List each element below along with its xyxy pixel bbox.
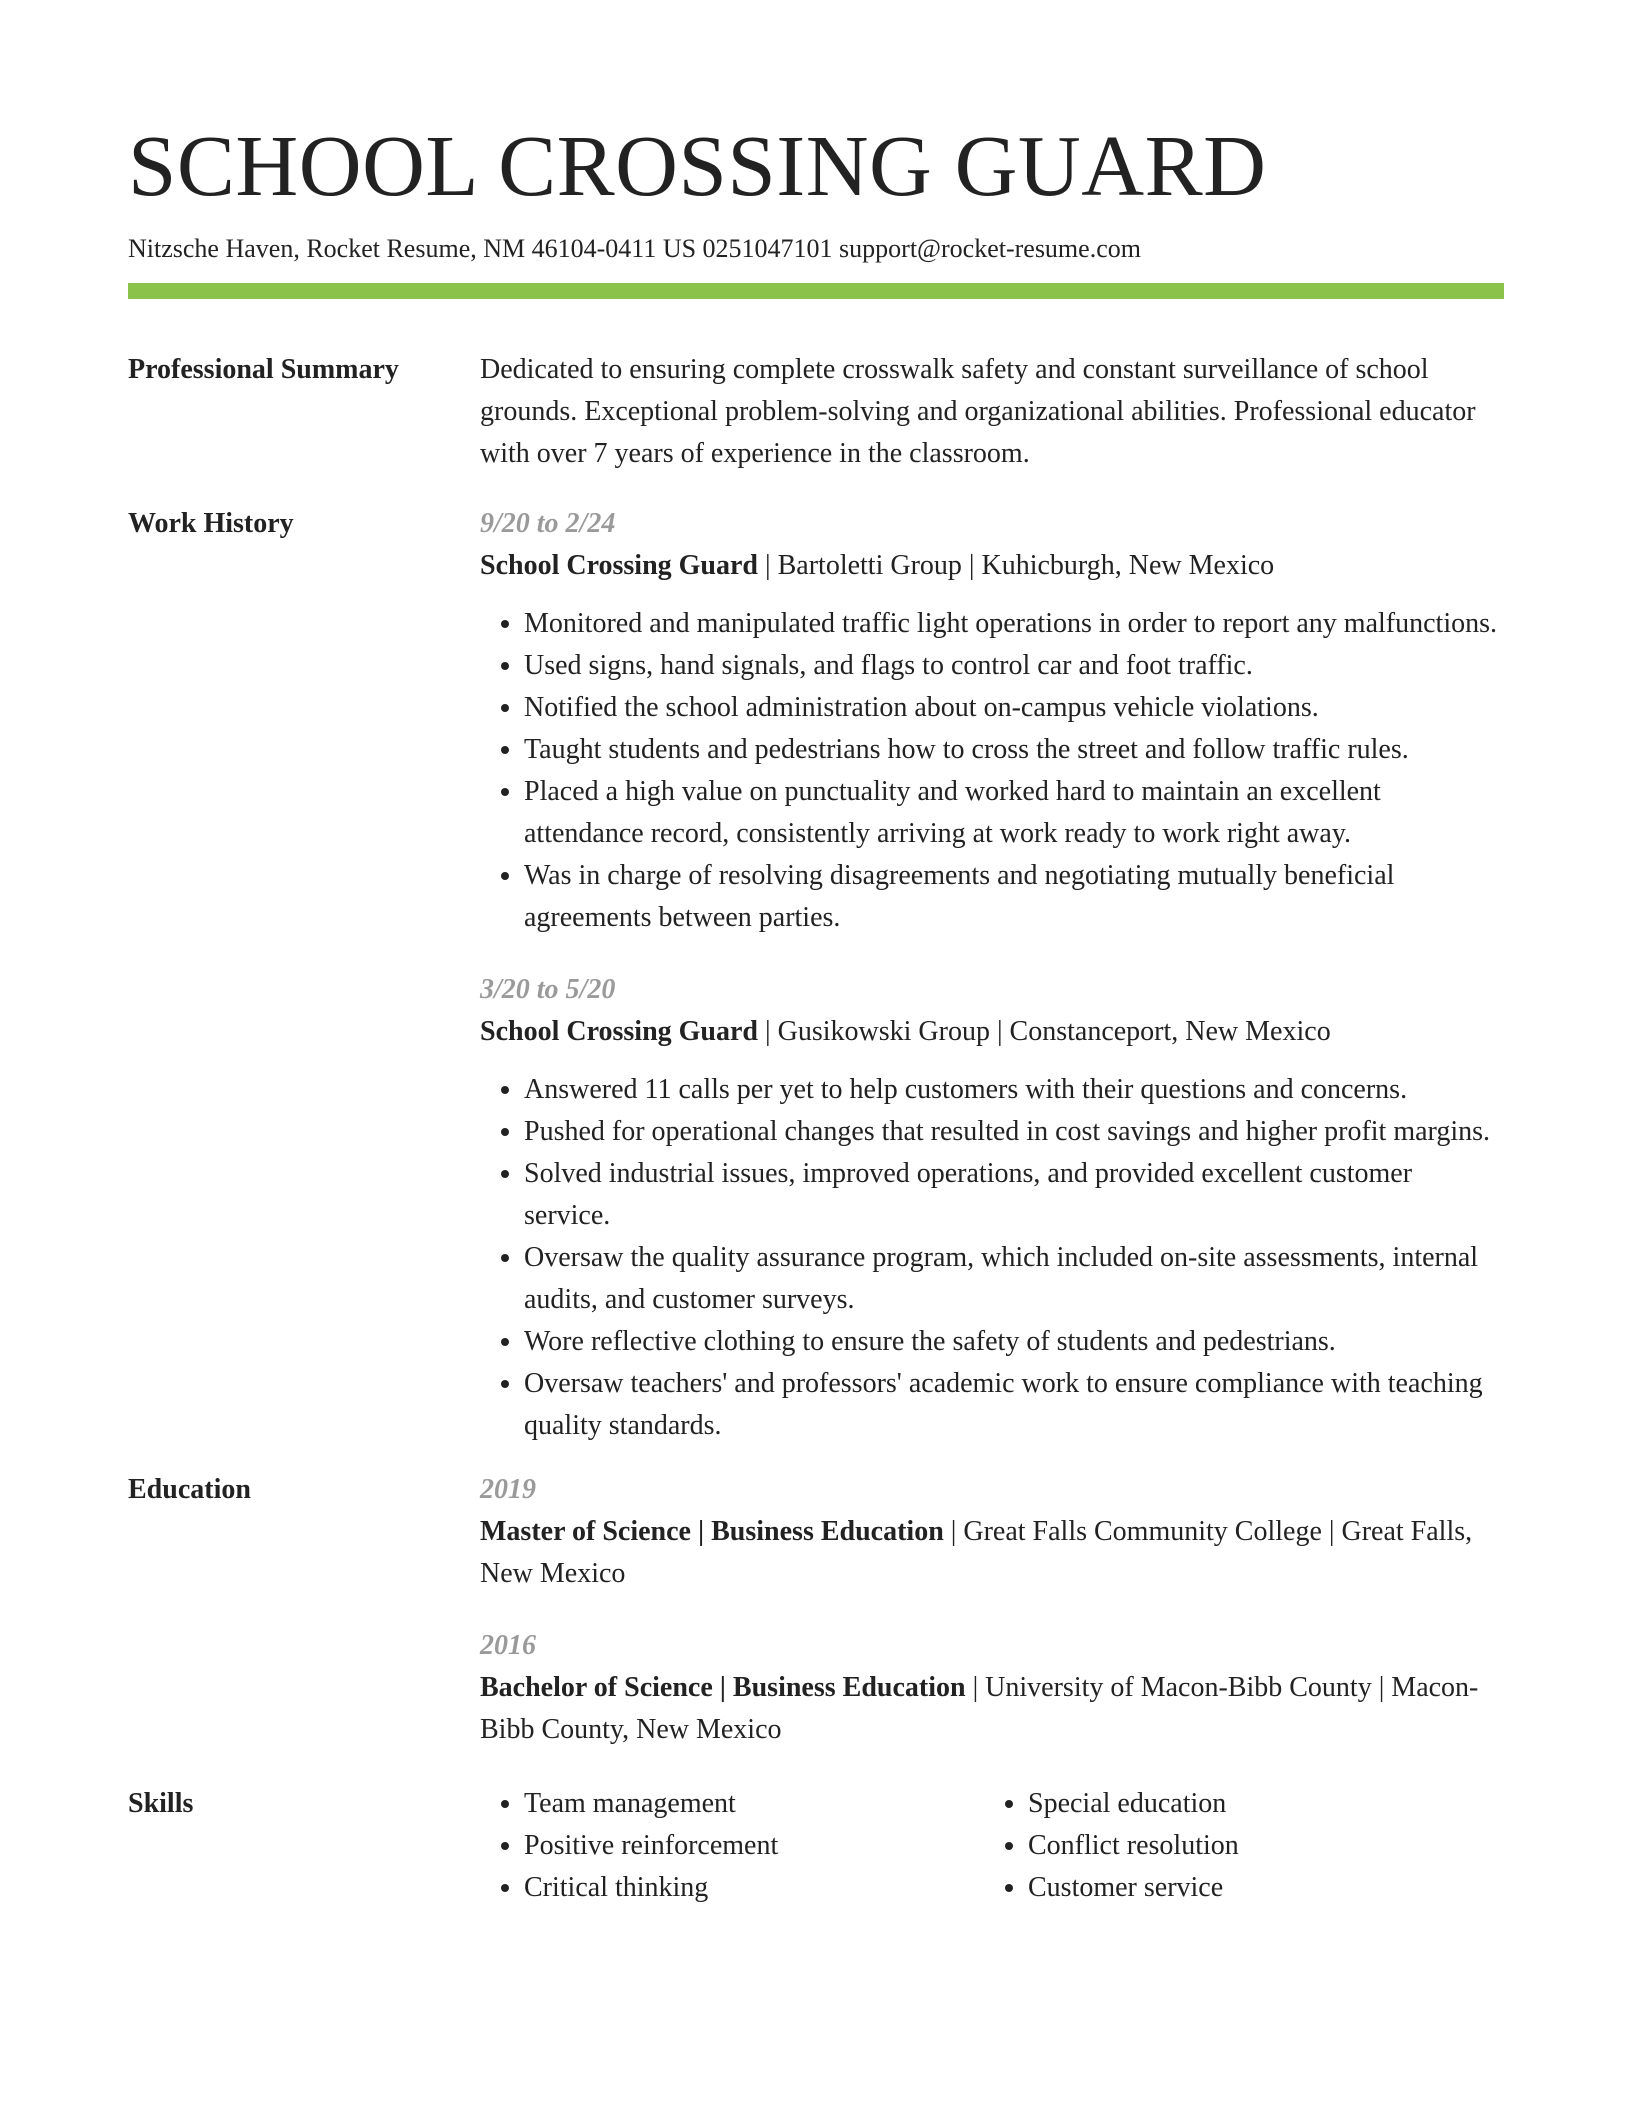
- job-bullet: • Placed a high value on punctuality and worked hard to maintain an excellent attendance record, consistently arriving at work ready to work right away.: [524, 771, 1504, 855]
- accent-divider: [128, 283, 1504, 299]
- job-dates: 3/20 to 5/20: [480, 974, 616, 1006]
- skills-body: [480, 1783, 1504, 1909]
- resume-title: SCHOOL CROSSING GUARD: [128, 117, 1267, 214]
- skills-column-left: [480, 1783, 984, 1909]
- job-details: | Bartoletti Group | Kuhicburgh, New Mexico: [758, 550, 1275, 582]
- job-role-line: [480, 1011, 1504, 1053]
- skill-item: • Customer service: [1028, 1867, 1488, 1909]
- job-bullet: • Oversaw teachers' and professors' academic work to ensure compliance with teaching quality standards.: [524, 1363, 1504, 1447]
- skill-item: • Positive reinforcement: [524, 1825, 984, 1867]
- job-bullet: • Taught students and pedestrians how to cross the street and follow traffic rules.: [524, 729, 1504, 771]
- skills-list: [480, 1783, 984, 1909]
- job-bullets: [480, 603, 1504, 939]
- job-bullet: • Solved industrial issues, improved operations, and provided excellent customer service.: [524, 1153, 1504, 1237]
- job-entry: [480, 969, 1504, 1447]
- job-bullet: • Pushed for operational changes that resulted in cost savings and higher profit margins.: [524, 1111, 1504, 1153]
- job-bullet: • Wore reflective clothing to ensure the safety of students and pedestrians.: [524, 1321, 1504, 1363]
- job-bullet: • Was in charge of resolving disagreements and negotiating mutually beneficial agreements between parties.: [524, 855, 1504, 939]
- education-entry: [480, 1625, 1504, 1751]
- job-bullet: • Answered 11 calls per yet to help customers with their questions and concerns.: [524, 1069, 1504, 1111]
- skill-item: • Team management: [524, 1783, 984, 1825]
- education-body: [480, 1469, 1504, 1751]
- job-entry: [480, 503, 1504, 939]
- skill-item: • Special education: [1028, 1783, 1488, 1825]
- education-degree: Master of Science | Business Education: [480, 1516, 944, 1548]
- summary-section: [128, 349, 1504, 475]
- work-history-label: Work History: [128, 508, 294, 540]
- job-details: | Gusikowski Group | Constanceport, New Mexico: [758, 1016, 1331, 1048]
- job-dates: 9/20 to 2/24: [480, 508, 616, 540]
- education-details: | Great Falls Community College | Great Falls, New Mexico: [480, 1516, 1473, 1590]
- contact-line: Nitzsche Haven, Rocket Resume, NM 46104-0411 US 0251047101 support@rocket-resume.com: [128, 233, 1141, 263]
- summary-label: Professional Summary: [128, 354, 399, 386]
- education-section: [128, 1469, 1504, 1751]
- education-degree-line: [480, 1667, 1504, 1751]
- summary-text: Dedicated to ensuring complete crosswalk safety and constant surveillance of school grounds. Exceptional problem-solving and organizational abilities. Professional educator with over 7 years of experience in the classroom.: [480, 354, 1476, 470]
- skills-grid: [480, 1783, 1504, 1909]
- education-entry: [480, 1469, 1504, 1595]
- skill-item: • Conflict resolution: [1028, 1825, 1488, 1867]
- job-title: School Crossing Guard: [480, 1016, 758, 1048]
- work-history-section: [128, 503, 1504, 1447]
- education-degree: Bachelor of Science | Business Education: [480, 1672, 966, 1704]
- job-bullet: • Oversaw the quality assurance program, which included on-site assessments, internal audits, and customer surveys.: [524, 1237, 1504, 1321]
- summary-body: [480, 349, 1504, 475]
- job-title: School Crossing Guard: [480, 550, 758, 582]
- job-bullet: • Monitored and manipulated traffic light operations in order to report any malfunctions.: [524, 603, 1504, 645]
- job-bullet: • Used signs, hand signals, and flags to control car and foot traffic.: [524, 645, 1504, 687]
- skills-column-right: [984, 1783, 1488, 1909]
- education-year: 2019: [480, 1474, 536, 1506]
- skills-section: [128, 1783, 1504, 1909]
- skills-label: Skills: [128, 1788, 194, 1820]
- skills-list: [984, 1783, 1488, 1909]
- job-bullets: [480, 1069, 1504, 1447]
- job-role-line: [480, 545, 1504, 587]
- education-details: | University of Macon-Bibb County | Macon-Bibb County, New Mexico: [480, 1672, 1479, 1746]
- education-year: 2016: [480, 1630, 536, 1662]
- skill-item: • Critical thinking: [524, 1867, 984, 1909]
- job-bullet: • Notified the school administration about on-campus vehicle violations.: [524, 687, 1504, 729]
- work-history-body: [480, 503, 1504, 1447]
- education-label: Education: [128, 1474, 251, 1506]
- education-degree-line: [480, 1511, 1504, 1595]
